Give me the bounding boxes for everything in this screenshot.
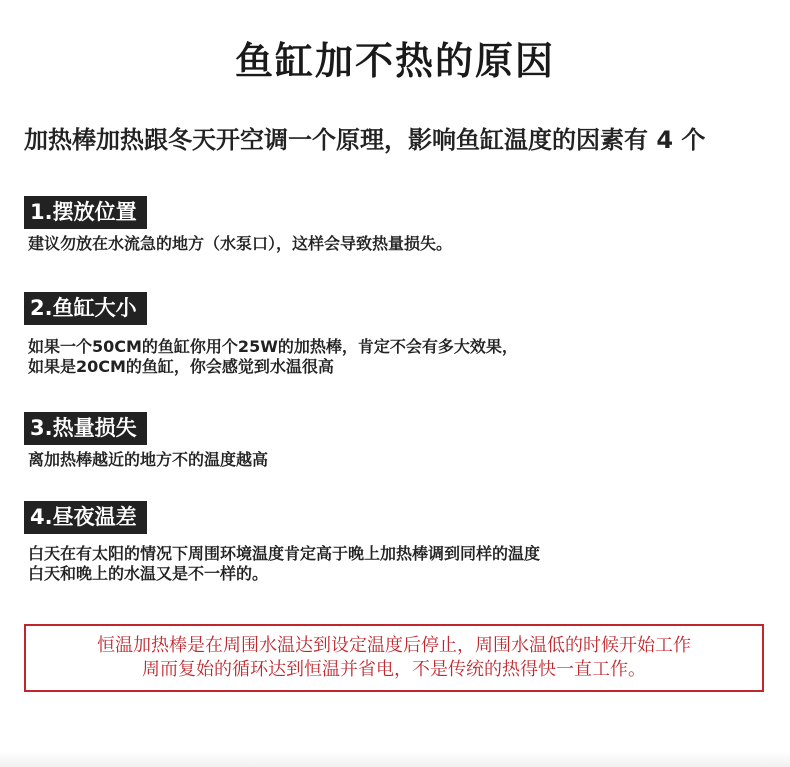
section-label: 3.热量损失 <box>24 412 147 445</box>
section-label: 1.摆放位置 <box>24 196 147 229</box>
section-description <box>24 234 452 254</box>
section-tank-size <box>24 292 518 377</box>
description-line: 白天在有太阳的情况下周围环境温度肯定高于晚上加热棒调到同样的温度 <box>28 544 541 563</box>
intro-text: 加热棒加热跟冬天开空调一个原理，影响鱼缸温度的因素有 4 个 <box>24 126 706 154</box>
section-label: 2.鱼缸大小 <box>24 292 147 325</box>
description-line: 如果是20CM的鱼缸，你会感觉到水温很高 <box>28 357 334 376</box>
description-line: 离加热棒越近的地方不的温度越高 <box>28 450 269 469</box>
section-placement <box>24 196 452 254</box>
section-description <box>24 544 540 584</box>
section-label: 4.昼夜温差 <box>24 501 147 534</box>
section-description <box>24 450 268 470</box>
section-heat-loss <box>24 412 268 470</box>
notice-box <box>24 624 764 692</box>
bottom-divider <box>0 751 790 767</box>
description-line: 如果一个50CM的鱼缸你用个25W的加热棒，肯定不会有多大效果， <box>28 337 518 356</box>
description-line: 白天和晚上的水温又是不一样的。 <box>28 564 269 583</box>
section-day-night <box>24 501 540 584</box>
page-title: 鱼缸加不热的原因 <box>234 39 555 83</box>
section-description <box>24 337 518 377</box>
notice-line: 恒温加热棒是在周围水温达到设定温度后停止，周围水温低的时候开始工作 <box>97 635 691 656</box>
notice-line: 周而复始的循环达到恒温并省电，不是传统的热得快一直工作。 <box>142 659 646 680</box>
description-line: 建议勿放在水流急的地方（水泵口），这样会导致热量损失。 <box>28 234 453 253</box>
